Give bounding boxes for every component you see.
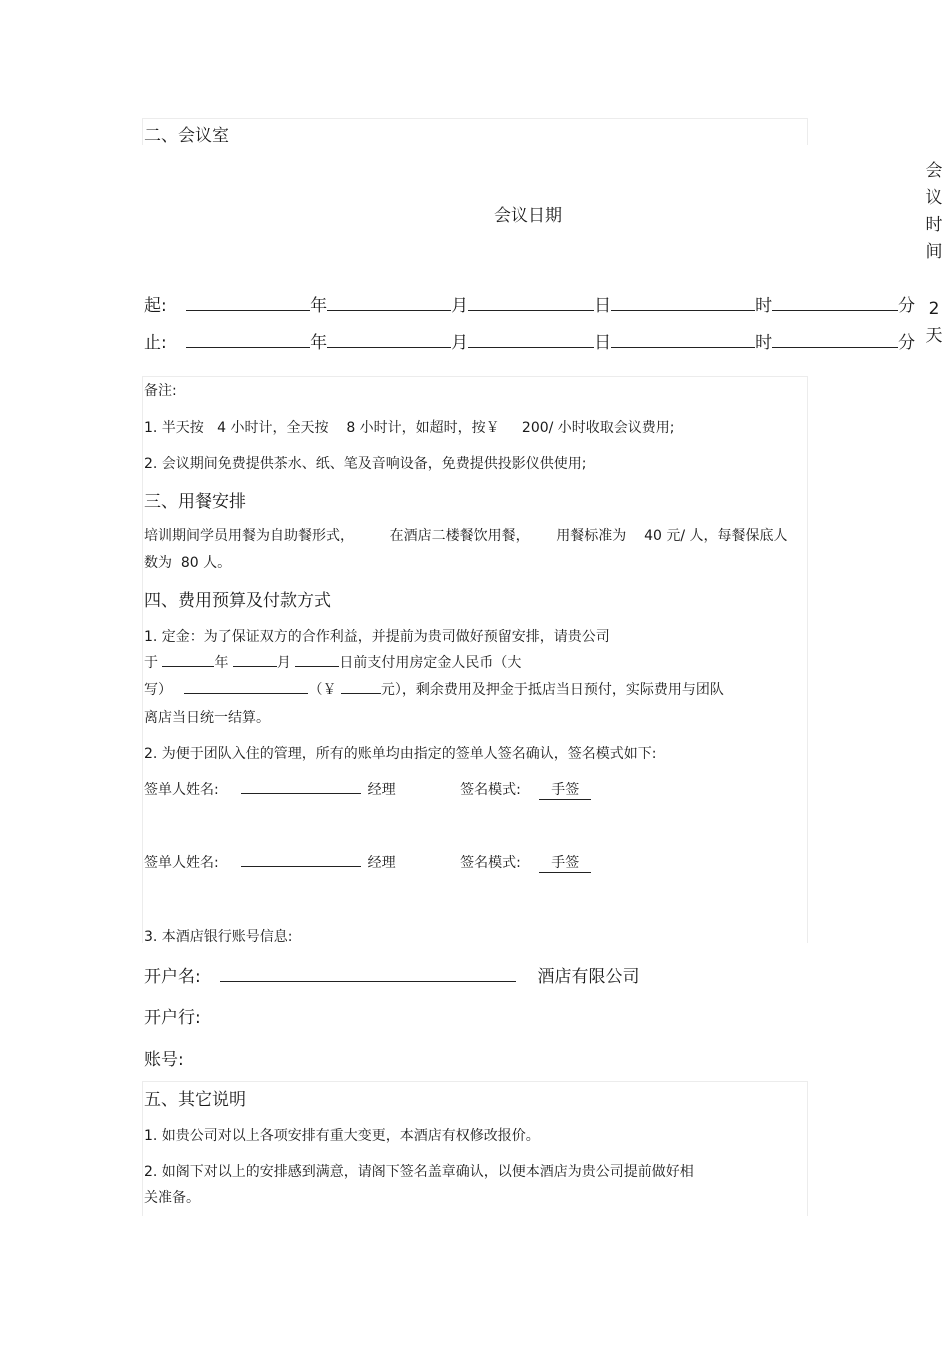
sign-mode-label: 签名模式: bbox=[460, 855, 521, 871]
signer-row-2 bbox=[144, 852, 591, 873]
deposit-prefix: 于 bbox=[144, 655, 158, 671]
signer-name-label: 签单人姓名: bbox=[144, 855, 219, 871]
meeting-time-label bbox=[924, 158, 944, 266]
section5-item1: 1. 如贵公司对以上各项安排有重大变更，本酒店有权修改报价。 bbox=[144, 1128, 540, 1144]
notes-item-2: 2. 会议期间免费提供茶水、纸、笔及音响设备，免费提供投影仪供使用; bbox=[144, 456, 587, 472]
hour-unit: 时 bbox=[755, 333, 773, 353]
end-day-field[interactable] bbox=[468, 331, 594, 348]
minute-unit: 分 bbox=[898, 333, 916, 353]
account-name-suffix: 酒店有限公司 bbox=[537, 967, 640, 987]
side-char: 会 bbox=[925, 161, 943, 181]
month-unit: 月 bbox=[451, 333, 469, 353]
end-month-field[interactable] bbox=[327, 331, 451, 348]
sign-mode-value: 手签 bbox=[539, 852, 591, 873]
year-unit: 年 bbox=[310, 333, 328, 353]
start-day-field[interactable] bbox=[468, 294, 594, 311]
account-name-row bbox=[144, 962, 640, 987]
deposit-year-field[interactable] bbox=[162, 652, 214, 667]
end-year-field[interactable] bbox=[186, 331, 310, 348]
signer-name-field[interactable] bbox=[241, 852, 361, 867]
account-number-label: 账号: bbox=[144, 1050, 184, 1070]
deposit-month-field[interactable] bbox=[233, 652, 277, 667]
section3-line2: 数为 80 人。 bbox=[144, 555, 232, 571]
end-label: 止: bbox=[144, 333, 167, 353]
minute-unit: 分 bbox=[898, 296, 916, 316]
hour-unit: 时 bbox=[755, 296, 773, 316]
start-time-row bbox=[144, 291, 915, 316]
deposit-line3 bbox=[144, 679, 724, 699]
start-minute-field[interactable] bbox=[772, 294, 898, 311]
signer-title: 经理 bbox=[367, 782, 396, 798]
meeting-time-value bbox=[924, 296, 944, 350]
start-label: 起: bbox=[144, 296, 167, 316]
day-unit: 日 bbox=[594, 296, 612, 316]
notes-item-1: 1. 半天按 4 小时计，全天按 8 小时计，如超时，按￥ 200/ 小时收取会议费用; bbox=[144, 420, 675, 436]
start-hour-field[interactable] bbox=[611, 294, 755, 311]
section2-heading: 二、会议室 bbox=[144, 126, 229, 146]
section3-heading: 三、用餐安排 bbox=[144, 492, 246, 512]
deposit-amount-text: 日前支付用房定金人民币（大 bbox=[339, 655, 522, 671]
year-unit: 年 bbox=[214, 655, 229, 671]
deposit-remaining-text: 元），剩余费用及押金于抵店当日预付，实际费用与团队 bbox=[380, 682, 724, 698]
deposit-caps-field[interactable] bbox=[184, 679, 308, 694]
sign-mode-value: 手签 bbox=[539, 779, 591, 800]
end-minute-field[interactable] bbox=[772, 331, 898, 348]
day-unit: 日 bbox=[594, 333, 612, 353]
signer-name-field[interactable] bbox=[241, 779, 361, 794]
section5-item2-line1: 2. 如阁下对以上的安排感到满意，请阁下签名盖章确认，以便本酒店为贵公司提前做好相 bbox=[144, 1164, 694, 1180]
deposit-yuan-field[interactable] bbox=[341, 679, 381, 694]
section5-heading: 五、其它说明 bbox=[144, 1090, 246, 1110]
deposit-line2 bbox=[144, 652, 521, 672]
account-name-field[interactable] bbox=[220, 965, 516, 982]
side-char: 议 bbox=[925, 188, 943, 208]
start-month-field[interactable] bbox=[327, 294, 451, 311]
section4-heading: 四、费用预算及付款方式 bbox=[144, 591, 331, 611]
notes-title: 备注: bbox=[144, 383, 177, 399]
side-value-char: 天 bbox=[925, 326, 943, 346]
section5-item2-line2: 关准备。 bbox=[144, 1190, 200, 1206]
signer-row-1 bbox=[144, 779, 591, 800]
deposit-day-field[interactable] bbox=[295, 652, 339, 667]
start-year-field[interactable] bbox=[186, 294, 310, 311]
year-unit: 年 bbox=[310, 296, 328, 316]
section2-box bbox=[142, 118, 808, 145]
end-time-row bbox=[144, 328, 915, 353]
signer-title: 经理 bbox=[367, 855, 396, 871]
side-value-char: 2 bbox=[928, 299, 940, 319]
account-name-label: 开户名: bbox=[144, 967, 201, 987]
sign-mode-label: 签名模式: bbox=[460, 782, 521, 798]
deposit-yuan-prefix: （￥ bbox=[308, 682, 337, 698]
bank-info-title: 3. 本酒店银行账号信息: bbox=[144, 929, 293, 945]
signer-name-label: 签单人姓名: bbox=[144, 782, 219, 798]
side-char: 间 bbox=[925, 242, 943, 262]
section3-line1: 培训期间学员用餐为自助餐形式， 在酒店二楼餐饮用餐， 用餐标准为 40 元/ 人，每餐保底人 bbox=[144, 528, 788, 544]
deposit-line4: 离店当日统一结算。 bbox=[144, 710, 270, 726]
month-unit: 月 bbox=[451, 296, 469, 316]
deposit-line1: 1. 定金：为了保证双方的合作利益，并提前为贵司做好预留安排，请贵公司 bbox=[144, 629, 610, 645]
bank-label: 开户行: bbox=[144, 1008, 201, 1028]
meeting-date-title: 会议日期 bbox=[494, 206, 562, 226]
month-unit: 月 bbox=[276, 655, 291, 671]
side-char: 时 bbox=[925, 215, 943, 235]
deposit-caps-label: 写） bbox=[144, 682, 172, 698]
billing-note: 2. 为便于团队入住的管理，所有的账单均由指定的签单人签名确认，签名模式如下: bbox=[144, 746, 657, 762]
end-hour-field[interactable] bbox=[611, 331, 755, 348]
